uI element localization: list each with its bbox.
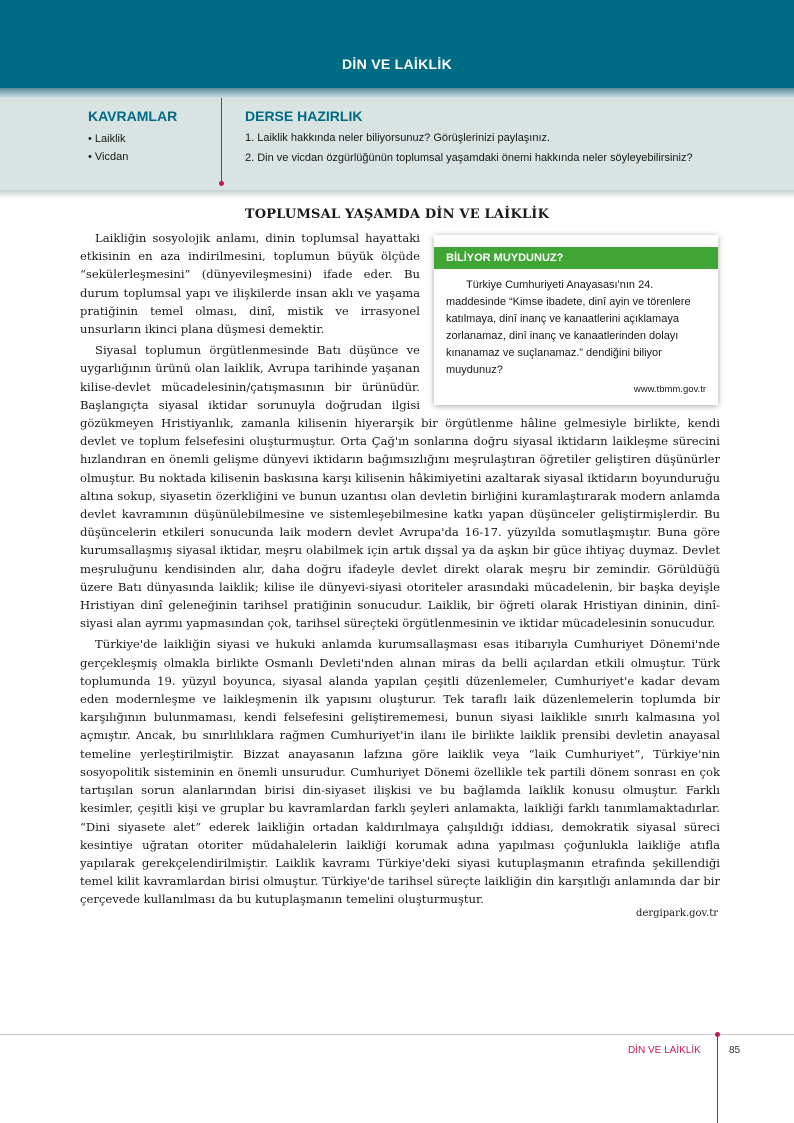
question-item: 2. Din ve vicdan özgürlüğünün toplumsal yaşamdaki önemi hakkında neler söyleyebilirsiniz? (245, 152, 693, 164)
paragraph: Türkiye'de laikliğin siyasi ve hukuki anlamda kurumsallaşması esas itibarıyla Cumhuriyet Dönemi'nde gerçekleşmiş olmakla birlikte Osmanlı Devleti'nden alınan miras da belli açılardan etkili olmuştur. Türk toplumunda 19. yüzyıl boyunca, siyasal alanda yapılan çeşitli düzenlemeler, Cumhuriyet'e kadar devam eden modernleşme ve laikleşmenin ilk yapısını oluşturur. Tek taraflı laik düzenlemelerin toplumda bir karşılığının bulunmaması, kendi felsefesini geliştirememesi, bunun siyasi laiklikle sınırlı kalmasına yol açmıştır. Ancak, bu sınırlılıklara rağmen Cumhuriyet'in ilanı ile birlikte laiklik prensibi devletin anayasal temeline yerleştirilmiştir. Bizzat anayasanın lafzına göre laiklik veya “laik Cumhuriyet”, Türkiye'nin sosyopolitik sisteminin en önemli unsurudur. Cumhuriyet Dönemi özellikle tek partili dönem sonrası en çok tartışılan sorun alanlarından birisi din-siyaset ilişkisi ve bu bağlamda laiklik konusu olmuştur. Farklı kesimler, çeşitli kişi ve gruplar bu kavramlardan farklı şeyleri anlamakta, laikliği farklı tanımlamaktadırlar. “Dini siyasete alet” ederek laikliğin ortadan kaldırılmaya çalışıldığı iddiası, demokratik siyasal süreci kesintiye uğratan otoriter müdahalelerin laikliği korumak adına yapılması çoğunlukla laikliğe atıfla yapılarak gerekçelendirilmiştir. Laiklik kavramı Türkiye'deki siyasi kutuplaşmanın etrafında şekillendiği temel kilit kavramlardan birisi olmuştur. Türkiye'de tarihsel süreçte laikliğin din karşıtlığı anlamında dar bir çerçevede kullanılması da bu kutuplaşmanın temelini oluşturmuştur. (80, 637, 720, 907)
kavram-item: • Vicdan (88, 151, 129, 163)
kavram-item: • Laiklik (88, 133, 126, 145)
article-source: dergipark.gov.tr (636, 908, 718, 919)
footer-dot (715, 1032, 720, 1037)
panel-divider (221, 98, 222, 184)
divider-dot (219, 181, 224, 186)
derse-hazirlik-title: DERSE HAZIRLIK (245, 108, 363, 124)
chapter-title: DİN VE LAİKLİK (342, 56, 452, 72)
info-box (434, 235, 718, 405)
page-number: 85 (729, 1045, 741, 1056)
derse-hazirlik-list (245, 130, 725, 166)
header-band (0, 0, 794, 88)
info-panel-shadow (0, 190, 794, 198)
question-item: 1. Laiklik hakkında neler biliyorsunuz? Görüşlerinizi paylaşınız. (245, 132, 551, 144)
kavramlar-title: KAVRAMLAR (88, 108, 178, 124)
header-shadow (0, 88, 794, 98)
paragraph: Siyasal toplumun örgütlenmesinde Batı düşünce ve uygarlığının ürünü olan laiklik, Avrupa tarihinde yaşanan kilise-devlet mücadelesinin/çatışmasının bir ürünüdür. Başlangıçta siyasal iktidar sorunuyla doğrudan ilgisi gözükmeyen Hristiyanlık, zamanla kilisenin hiyerarşik bir örgütlenme hâline gelmesiyle birlikte, kendi devlet ve toplum felsefesini oluşturmuştur. Orta Çağ'ın sonlarına doğru siyasal iktidarın laikleşme sürecini hızlandıran en önemli gelişme dünyevi iktidarın bağımsızlığını meşrulaştıran öğretiler geliştiren düşünürler olmuştur. Bu noktada kilisenin baskısına karşı kilisenin hâkimiyetini azaltarak siyasal iktidarın boyunduruğu altına sokup, siyasetin özerkliğini ve bunun uzantısı olan devletin birliğini kuramlaştırarak modern anlamda devlet kavramının düşünülebilmesine ve sistemleşebilmesine katkı yapan düşünceler geliştirmişlerdir. Bu düşüncelerin etkileri sonucunda laik modern devlet Avrupa'da 16-17. yüzyılda somutlaşmıştır. Buna göre kurumsallaşmış siyasal iktidar, meşru olabilmek için artık dışsal ya da aşkın bir güce ihtiyaç duymaz. Devlet meşruluğunu kendisinden alır, daha doğru ifadeyle devlet direkt olarak meşru bir zemindir. Görüldüğü üzere Batı dünyasında laiklik; kilise ile dünyevi-siyasi otoriteler arasındaki mücadelenin, bir başka deyişle Hristiyan dinî geleneğinin tarihsel pratiğinin sonucudur. Laiklik, bir öğreti olarak Hristiyan dininin, dinî-siyasi alan ayrımı yapmasından çok, tarihsel süreçteki örgütlenmesinin ve iktidar mücadelesinin sonucudur. (80, 343, 720, 631)
section-title: TOPLUMSAL YAŞAMDA DİN VE LAİKLİK (244, 207, 550, 222)
info-box-text: Türkiye Cumhuriyeti Anayasası'nın 24. maddesinde “Kimse ibadete, dinî ayin ve törenlere katılmaya, dinî inanç ve kanaatlerini açıklamaya zorlanamaz, dinî inanç ve kanaatlerinden dolayı kınanamaz ve suçlanamaz.” dendiğini biliyor muydunuz? (446, 279, 691, 376)
info-box-source: www.tbmm.gov.tr (633, 384, 706, 395)
paragraph: Laikliğin sosyolojik anlamı, dinin toplumsal hayattaki etkisinin en aza indirilmesini, toplumun büyük ölçüde “sekülerleşmesini” (dünyevileşmesini) ifade eder. Bu durum toplumsal yapı ve ilişkilerde insan aklı ve yaşama pratiğinin temel olması, dinî, mistik ve irrasyonel unsurların ikinci plana düşmesi demektir. (80, 231, 420, 337)
footer-chapter-label: DİN VE LAİKLİK (628, 1045, 701, 1056)
footer-divider (717, 1034, 718, 1123)
article-body (80, 229, 720, 912)
kavramlar-list (88, 130, 128, 166)
info-box-title: BİLİYOR MUYDUNUZ? (434, 247, 718, 269)
footer-rule (0, 1034, 794, 1035)
